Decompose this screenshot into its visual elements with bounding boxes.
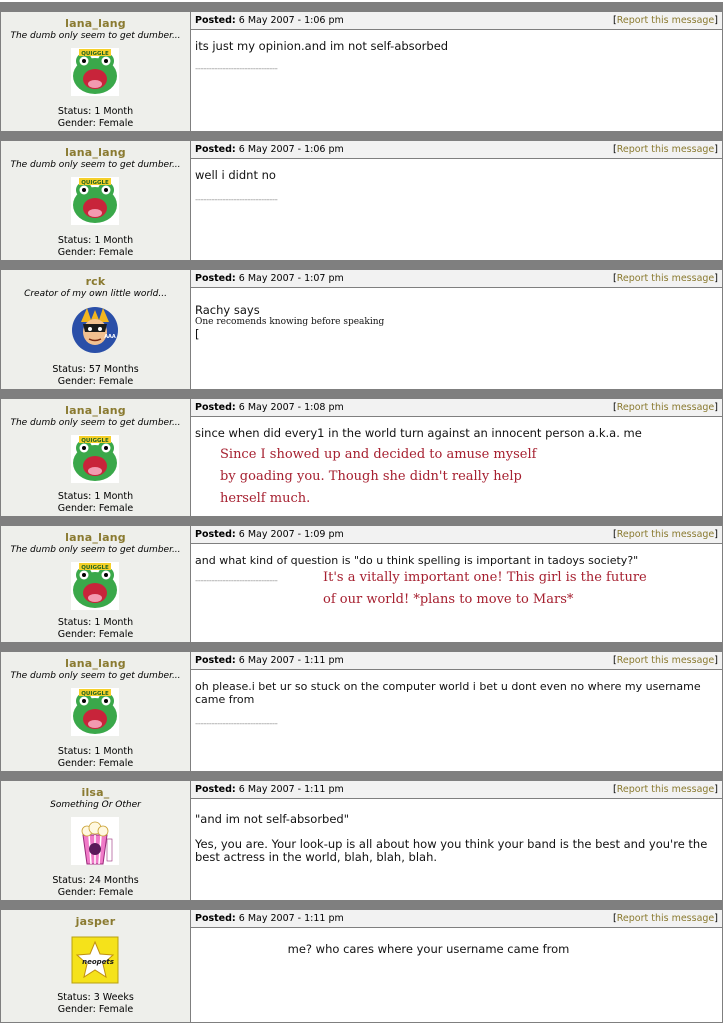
post-content (191, 652, 722, 772)
post-content (191, 399, 722, 517)
username-link[interactable]: ilsa_ (81, 786, 110, 799)
quoted-reply: It's a vitally important one! This girl is the future of our world! *plans to move to Mars* (323, 570, 647, 607)
post-content (191, 141, 722, 261)
message-body (191, 288, 722, 341)
message-text: since when did every1 in the world turn against an innocent person a.k.a. me (195, 426, 642, 440)
post-date: 6 May 2007 - 1:07 pm (238, 273, 344, 284)
message-text-secondary: Yes, you are. Your look-up is all about how you think your band is the best and you're the best actress in the world, blah, blah, blah. (195, 837, 708, 864)
report-message-link[interactable]: [Report this message] (613, 913, 718, 924)
svg-text:QUIGGLE: QUIGGLE (81, 691, 109, 697)
status-value: 1 Month (94, 491, 134, 502)
post (0, 260, 723, 390)
user-stats: Status: 3 Weeks Gender: Female (57, 992, 134, 1015)
gender-value: Female (98, 503, 134, 514)
svg-text:neopets: neopets (82, 958, 114, 966)
user-motto: The dumb only seem to get dumber... (10, 671, 181, 681)
post-date: 6 May 2007 - 1:08 pm (238, 402, 344, 413)
svg-text:QUIGGLE: QUIGGLE (81, 438, 109, 444)
gender-value: Female (98, 247, 134, 258)
report-message-link[interactable]: [Report this message] (613, 655, 718, 666)
status-value: 1 Month (94, 617, 134, 628)
user-stats: Status: 1 Month Gender: Female (57, 491, 134, 514)
user-info-panel (1, 141, 191, 261)
status-value: 57 Months (88, 364, 139, 375)
post-header: Posted: 6 May 2007 - 1:11 pm [Report this message] (191, 781, 722, 799)
user-stats: Status: 1 Month Gender: Female (57, 617, 134, 640)
post-content (191, 12, 722, 132)
username-link[interactable]: lana_lang (65, 146, 126, 159)
post-date: 6 May 2007 - 1:06 pm (238, 144, 344, 155)
post-date: 6 May 2007 - 1:11 pm (238, 655, 344, 666)
signature-line: ------------------------------ (195, 195, 278, 205)
gender-value: Female (98, 376, 134, 387)
post-date: 6 May 2007 - 1:11 pm (238, 784, 344, 795)
message-body (191, 544, 722, 611)
gender-value: Female (98, 758, 134, 769)
svg-text:AAA: AAA (104, 334, 116, 340)
status-value: 3 Weeks (93, 992, 134, 1003)
user-info-panel (1, 781, 191, 901)
report-message-link[interactable]: [Report this message] (613, 273, 718, 284)
message-text-tertiary: [ (195, 327, 200, 341)
gender-value: Female (98, 118, 134, 129)
user-stats: Status: 24 Months Gender: Female (52, 875, 139, 898)
quiggle-icon[interactable] (71, 48, 119, 96)
post-header: Posted: 6 May 2007 - 1:11 pm [Report this message] (191, 910, 722, 928)
message-body (191, 928, 722, 956)
username-link[interactable]: jasper (75, 915, 116, 928)
message-body (191, 30, 722, 76)
user-motto: The dumb only seem to get dumber... (10, 418, 181, 428)
user-motto: The dumb only seem to get dumber... (10, 160, 181, 170)
post-date: 6 May 2007 - 1:11 pm (238, 913, 344, 924)
username-link[interactable]: lana_lang (65, 657, 126, 670)
svg-text:QUIGGLE: QUIGGLE (81, 180, 109, 186)
post (0, 642, 723, 772)
message-body (191, 159, 722, 207)
report-message-link[interactable]: [Report this message] (613, 15, 718, 26)
username-link[interactable]: lana_lang (65, 17, 126, 30)
report-message-link[interactable]: [Report this message] (613, 144, 718, 155)
username-link[interactable]: rck (85, 275, 106, 288)
quiggle-icon[interactable] (71, 177, 119, 225)
user-info-panel (1, 12, 191, 132)
report-message-link[interactable]: [Report this message] (613, 402, 718, 413)
user-motto: The dumb only seem to get dumber... (10, 31, 181, 41)
report-message-link[interactable]: [Report this message] (613, 784, 718, 795)
post-header: Posted: 6 May 2007 - 1:06 pm [Report this message] (191, 12, 722, 30)
post (0, 771, 723, 901)
message-body (191, 670, 722, 731)
status-value: 1 Month (94, 106, 134, 117)
post-header: Posted: 6 May 2007 - 1:08 pm [Report this message] (191, 399, 722, 417)
message-text: well i didnt no (195, 168, 276, 182)
user-stats: Status: 1 Month Gender: Female (57, 106, 134, 129)
signature-line: ------------------------------ (195, 64, 278, 74)
message-text: Rachy says (195, 303, 260, 317)
quiggle-icon[interactable] (71, 688, 119, 736)
user-stats: Status: 57 Months Gender: Female (52, 364, 139, 387)
user-stats: Status: 1 Month Gender: Female (57, 235, 134, 258)
message-text: and what kind of question is "do u think spelling is important in tadoys society?" (195, 554, 639, 567)
user-motto: Creator of my own little world... (24, 289, 167, 299)
report-message-link[interactable]: [Report this message] (613, 529, 718, 540)
svg-text:QUIGGLE: QUIGGLE (81, 51, 109, 57)
user-info-panel (1, 652, 191, 772)
post-date: 6 May 2007 - 1:06 pm (238, 15, 344, 26)
message-body (191, 799, 722, 864)
post-content (191, 781, 722, 901)
user-info-panel (1, 526, 191, 643)
message-text-secondary: One recomends knowing before speaking (195, 317, 385, 327)
post (0, 900, 723, 1023)
user-stats: Status: 1 Month Gender: Female (57, 746, 134, 769)
status-value: 1 Month (94, 235, 134, 246)
post-header: Posted: 6 May 2007 - 1:06 pm [Report this message] (191, 141, 722, 159)
user-info-panel (1, 399, 191, 517)
quoted-reply: Since I showed up and decided to amuse myself by goading you. Though she didn't really help herself much. (220, 447, 537, 506)
user-motto: Something Or Other (50, 800, 141, 810)
popcorn-icon[interactable] (71, 817, 119, 865)
status-value: 24 Months (88, 875, 139, 886)
quiggle-icon[interactable] (71, 435, 119, 483)
quiggle-icon[interactable] (71, 562, 119, 610)
post-header: Posted: 6 May 2007 - 1:09 pm [Report this message] (191, 526, 722, 544)
post-content (191, 270, 722, 390)
signature-line: ------------------------------ (195, 719, 278, 729)
gender-value: Female (98, 887, 134, 898)
status-value: 1 Month (94, 746, 134, 757)
user-info-panel (1, 910, 191, 1022)
message-text: oh please.i bet ur so stuck on the computer world i bet u dont even no where my username came from (195, 680, 701, 706)
gender-value: Female (98, 629, 134, 640)
svg-text:QUIGGLE: QUIGGLE (81, 565, 109, 571)
message-text: its just my opinion.and im not self-absorbed (195, 39, 449, 53)
username-link[interactable]: lana_lang (65, 531, 126, 544)
wolverine-icon[interactable] (71, 306, 119, 354)
user-info-panel (1, 270, 191, 390)
signature-line: ------------------------------ (195, 576, 278, 586)
post (0, 2, 723, 132)
message-body (191, 417, 722, 510)
post-content (191, 910, 722, 1022)
gender-value: Female (98, 1004, 134, 1015)
message-text: me? who cares where your username came from (287, 942, 570, 956)
post (0, 389, 723, 517)
user-motto: The dumb only seem to get dumber... (10, 545, 181, 555)
post-header: Posted: 6 May 2007 - 1:07 pm [Report this message] (191, 270, 722, 288)
neopets-star-icon[interactable] (71, 936, 119, 984)
post-content (191, 526, 722, 643)
post (0, 516, 723, 643)
username-link[interactable]: lana_lang (65, 404, 126, 417)
message-text: "and im not self-absorbed" (195, 812, 350, 826)
post (0, 131, 723, 261)
post-date: 6 May 2007 - 1:09 pm (238, 529, 344, 540)
post-header: Posted: 6 May 2007 - 1:11 pm [Report this message] (191, 652, 722, 670)
